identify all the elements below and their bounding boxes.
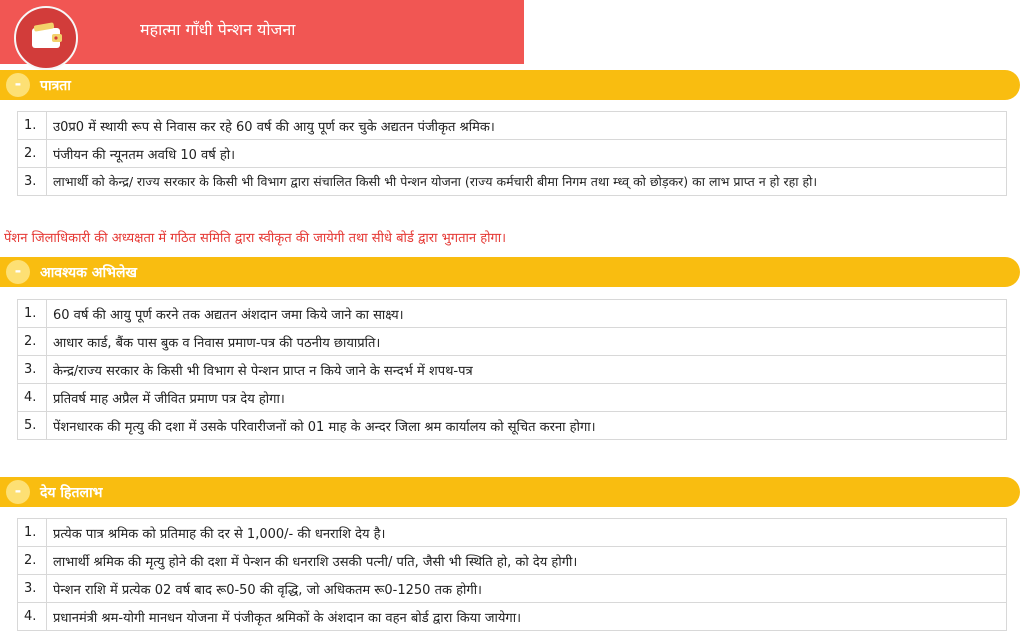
item-number: 1. xyxy=(18,519,47,547)
collapse-toggle-button[interactable]: - xyxy=(6,73,30,97)
list-item xyxy=(18,356,1007,384)
section-header-eligibility[interactable] xyxy=(0,70,1020,100)
item-number: 3. xyxy=(18,575,47,603)
item-number: 5. xyxy=(18,412,47,440)
section-header-documents[interactable] xyxy=(0,257,1020,287)
item-text: पेन्शन राशि में प्रत्येक 02 वर्ष बाद रू0-50 की वृद्धि, जो अधिकतम रू0-1250 तक होगी। xyxy=(47,575,1007,603)
item-text: प्रत्येक पात्र श्रमिक को प्रतिमाह की दर से 1,000/- की धनराशि देय है। xyxy=(47,519,1007,547)
list-item xyxy=(18,519,1007,547)
wallet-icon xyxy=(14,6,78,70)
collapse-toggle-button[interactable]: - xyxy=(6,260,30,284)
item-number: 4. xyxy=(18,603,47,631)
list-item xyxy=(18,140,1007,168)
item-text: प्रतिवर्ष माह अप्रैल में जीवित प्रमाण पत्र देय होगा। xyxy=(47,384,1007,412)
list-item xyxy=(18,412,1007,440)
item-number: 1. xyxy=(18,112,47,140)
header-banner xyxy=(0,0,524,64)
section-title: पात्रता xyxy=(40,78,71,94)
item-number: 3. xyxy=(18,356,47,384)
item-number: 2. xyxy=(18,140,47,168)
item-number: 3. xyxy=(18,168,47,196)
list-item xyxy=(18,328,1007,356)
section-title: आवश्यक अभिलेख xyxy=(40,265,137,281)
list-item xyxy=(18,603,1007,631)
item-number: 2. xyxy=(18,328,47,356)
item-text: लाभार्थी को केन्द्र/ राज्य सरकार के किसी भी विभाग द्वारा संचालित किसी भी पेन्शन योजना (राज्य कर्मचारी बीमा निगम तथा म्ध्व् को छोड़कर) का लाभ प्राप्त न हो रहा हो। xyxy=(47,168,1007,196)
item-text: केन्द्र/राज्य सरकार के किसी भी विभाग से पेन्शन प्राप्त न किये जाने के सन्दर्भ में शपथ-पत्र xyxy=(47,356,1007,384)
documents-list xyxy=(17,299,1007,440)
list-item xyxy=(18,300,1007,328)
section-header-benefits[interactable] xyxy=(0,477,1020,507)
benefits-list xyxy=(17,518,1007,631)
pension-note: पेंशन जिलाधिकारी की अध्यक्षता में गठित समिति द्वारा स्वीकृत की जायेगी तथा सीधे बोर्ड द्वारा भुगतान होगा। xyxy=(4,231,507,246)
list-item xyxy=(18,547,1007,575)
item-number: 2. xyxy=(18,547,47,575)
item-text: प्रधानमंत्री श्रम-योगी मानधन योजना में पंजीकृत श्रमिकों के अंशदान का वहन बोर्ड द्वारा किया जायेगा। xyxy=(47,603,1007,631)
collapse-toggle-button[interactable]: - xyxy=(6,480,30,504)
item-number: 4. xyxy=(18,384,47,412)
item-number: 1. xyxy=(18,300,47,328)
item-text: पंजीयन की न्यूनतम अवधि 10 वर्ष हो। xyxy=(47,140,1007,168)
list-item xyxy=(18,575,1007,603)
list-item xyxy=(18,112,1007,140)
item-text: 60 वर्ष की आयु पूर्ण करने तक अद्यतन अंशदान जमा किये जाने का साक्ष्य। xyxy=(47,300,1007,328)
item-text: पेंशनधारक की मृत्यु की दशा में उसके परिवारीजनों को 01 माह के अन्दर जिला श्रम कार्यालय को सूचित करना होगा। xyxy=(47,412,1007,440)
section-title: देय हितलाभ xyxy=(40,485,103,501)
item-text: आधार कार्ड, बैंक पास बुक व निवास प्रमाण-पत्र की पठनीय छायाप्रति। xyxy=(47,328,1007,356)
item-text: उ0प्र0 में स्थायी रूप से निवास कर रहे 60 वर्ष की आयु पूर्ण कर चुके अद्यतन पंजीकृत श्रमिक। xyxy=(47,112,1007,140)
page-title: महात्मा गाँधी पेन्शन योजना xyxy=(140,20,296,39)
list-item xyxy=(18,384,1007,412)
list-item xyxy=(18,168,1007,196)
item-text: लाभार्थी श्रमिक की मृत्यु होने की दशा में पेन्शन की धनराशि उसकी पत्नी/ पति, जैसी भी स्थिति हो, को देय होगी। xyxy=(47,547,1007,575)
eligibility-list xyxy=(17,111,1007,196)
